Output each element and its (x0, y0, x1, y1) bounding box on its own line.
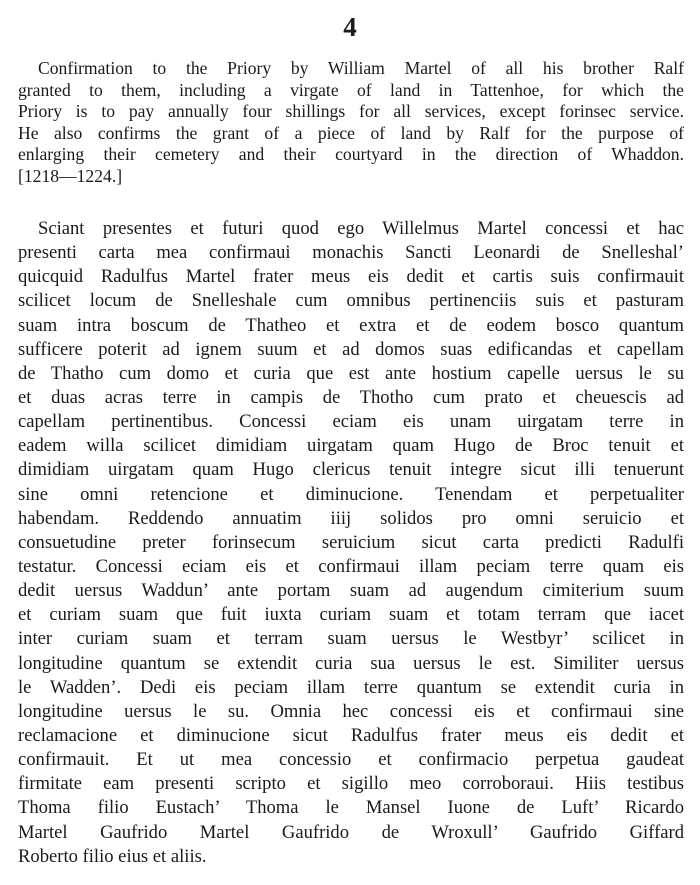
summary-line: granted to them, including a virgate of land in Tattenhoe, for which the (18, 79, 684, 100)
charter-line: Sciant presentes et futuri quod ego Willelmus Martel concessi et hac (38, 218, 684, 239)
summary-line: enlarging their cemetery and their courtyard in the direction of Whaddon. (18, 144, 684, 165)
charter-line: firmitate eam presenti scripto et sigillo meo corroboraui. Hiis testibus (18, 773, 684, 795)
charter-line: reclamacione et diminucione sicut Radulfus frater meus eis dedit et (18, 724, 684, 746)
summary-line: Priory is to pay annually four shillings for all services, except forinsec service. (18, 101, 684, 122)
charter-line: inter curiam suam et terram suam uersus le Westbyr’ scilicet in (18, 628, 684, 650)
page-number: 4 (343, 12, 357, 42)
charter-line: consuetudine preter forinsecum seruicium sicut carta predicti Radulfi (18, 531, 684, 553)
charter-line: eadem willa scilicet dimidiam uirgatam quam Hugo de Broc tenuit et (18, 435, 684, 457)
charter-line: longitudine quantum se extendit curia sua uersus le est. Similiter uersus (18, 652, 684, 674)
charter-line: dimidiam uirgatam quam Hugo clericus tenuit integre sicut illi tenuerunt (18, 459, 684, 481)
charter-line: sufficere poterit ad ignem suum et ad domos suas edificandas et capellam (18, 338, 684, 360)
summary-paragraph (18, 58, 684, 188)
charter-line: testatur. Concessi eciam eis et confirmaui illam peciam terre quam eis (18, 555, 684, 577)
charter-line: le Wadden’. Dedi eis peciam illam terre quantum se extendit curia in (18, 676, 684, 698)
summary-line: Confirmation to the Priory by William Martel of all his brother Ralf (38, 58, 684, 78)
charter-line: sine omni retencione et diminucione. Tenendam et perpetualiter (18, 483, 684, 505)
summary-date: [1218—1224.] (18, 165, 123, 186)
charter-text (18, 217, 684, 869)
summary-line: He also confirms the grant of a piece of land by Ralf for the purpose of (18, 122, 684, 143)
charter-line: confirmauit. Et ut mea concessio et confirmacio perpetua gaudeat (18, 749, 684, 771)
charter-line: de Thatho cum domo et curia que est ante hostium capelle uersus le su (18, 362, 684, 384)
charter-line: Roberto filio eius et aliis. (18, 845, 207, 867)
charter-line: longitudine uersus le su. Omnia hec concessi eis et confirmaui sine (18, 700, 684, 722)
charter-line: et curiam suam que fuit iuxta curiam suam et totam terram que iacet (18, 604, 684, 626)
charter-line: Thoma filio Eustach’ Thoma le Mansel Iuone de Luft’ Ricardo (18, 797, 684, 819)
charter-line: et duas acras terre in campis de Thotho cum prato et cheuescis ad (18, 386, 684, 408)
charter-line: suam intra boscum de Thatheo et extra et de eodem bosco quantum (18, 314, 684, 336)
charter-line: presenti carta mea confirmaui monachis Sancti Leonardi de Snelleshal’ (18, 242, 684, 264)
charter-line: capellam pertinentibus. Concessi eciam eis unam uirgatam terre in (18, 411, 684, 433)
charter-line: scilicet locum de Snelleshale cum omnibus pertinenciis suis et pasturam (18, 290, 684, 312)
charter-line: dedit uersus Waddun’ ante portam suam ad augendum cimiterium suum (18, 580, 684, 602)
charter-line: quicquid Radulfus Martel frater meus eis dedit et cartis suis confirmauit (18, 266, 684, 288)
charter-line: habendam. Reddendo annuatim iiij solidos pro omni seruicio et (18, 507, 684, 529)
charter-line: Martel Gaufrido Martel Gaufrido de Wroxull’ Gaufrido Giffard (18, 821, 684, 843)
